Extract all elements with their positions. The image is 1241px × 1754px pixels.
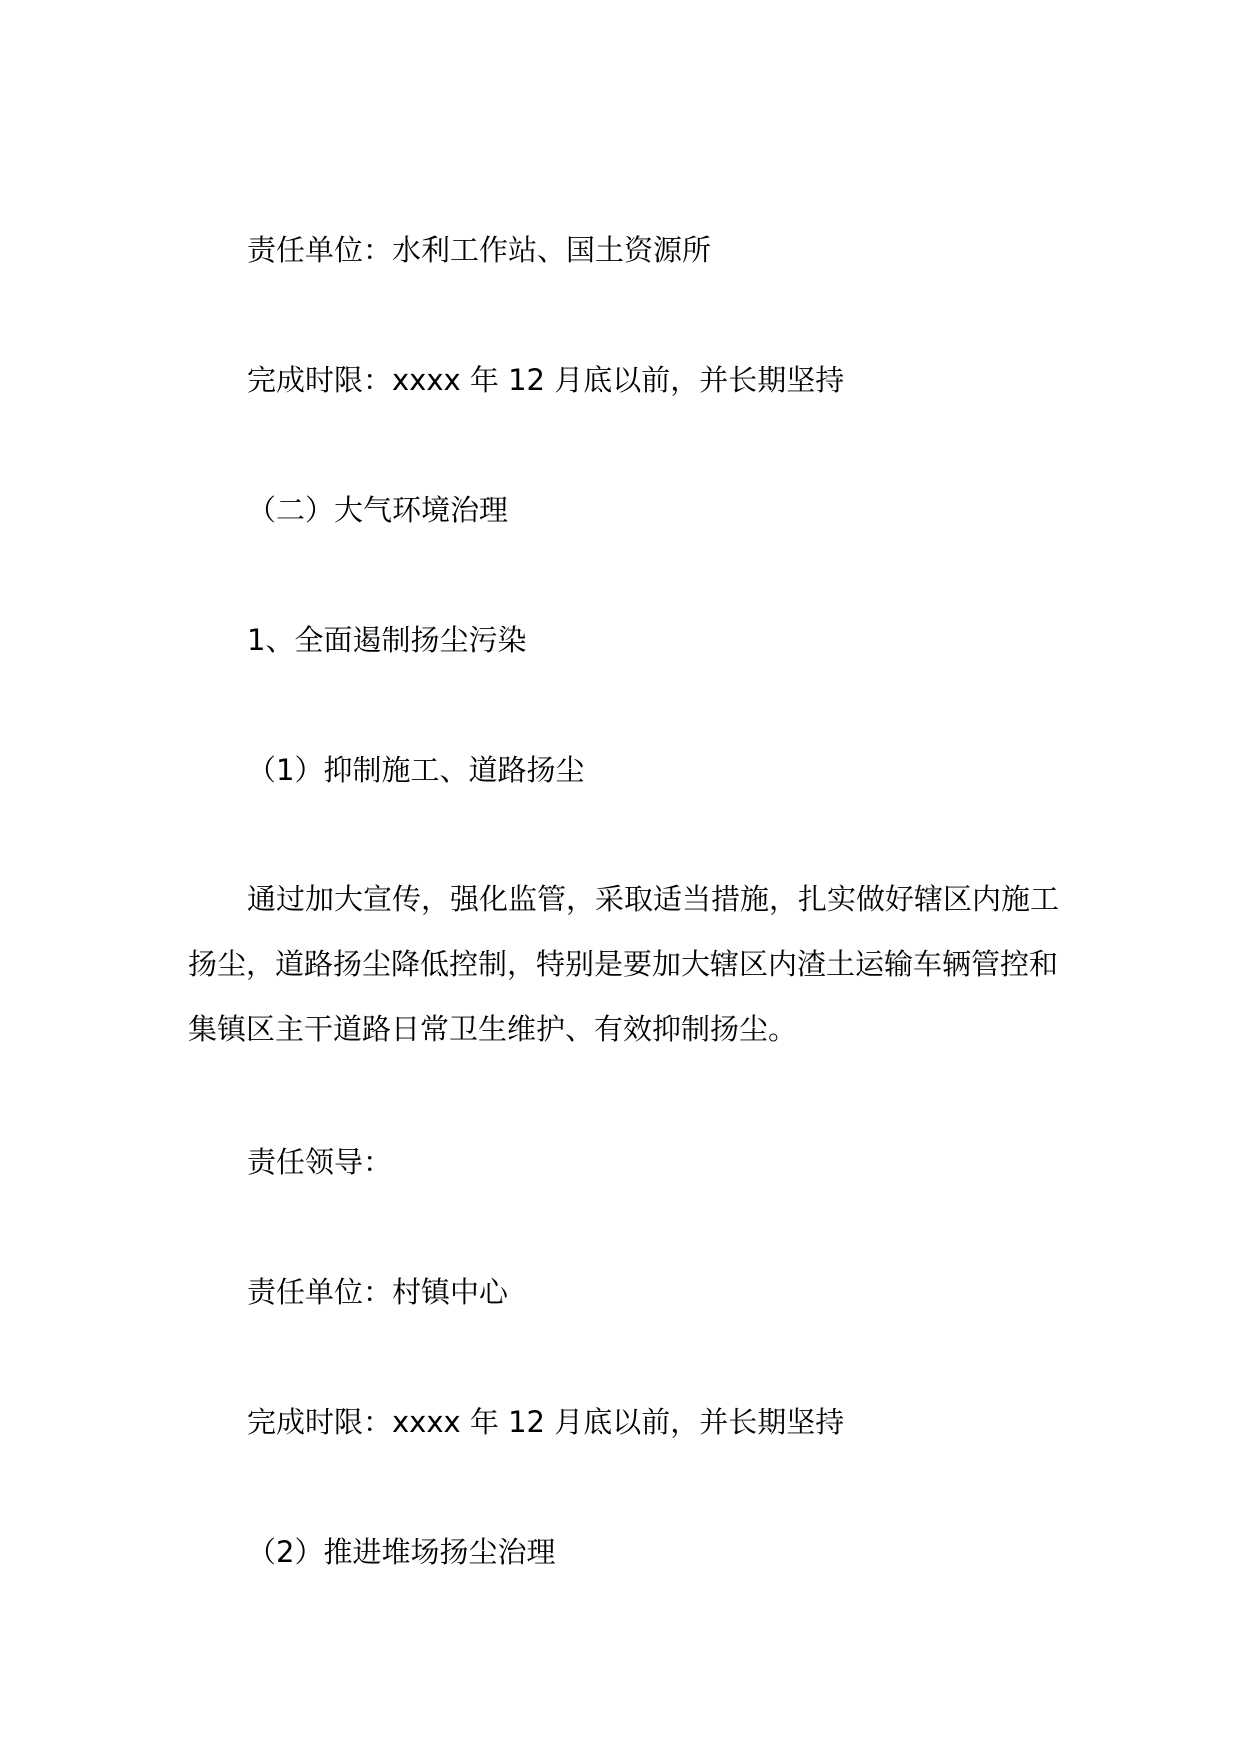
paragraph-line-2: 扬尘，道路扬尘降低控制，特别是要加大辖区内渣土运输车辆管控和 (188, 947, 1059, 981)
subitem-heading-1: （1）抑制施工、道路扬尘 (247, 753, 585, 787)
responsible-unit-line-2: 责任单位：村镇中心 (247, 1275, 509, 1309)
deadline-line-2: 完成时限：xxxx 年 12 月底以前，并长期坚持 (247, 1405, 845, 1439)
body-paragraph (188, 867, 1068, 1062)
item-heading-1: 1、全面遏制扬尘污染 (247, 623, 527, 657)
paragraph-line-3: 集镇区主干道路日常卫生维护、有效抑制扬尘。 (188, 1012, 798, 1046)
section-heading-air: （二）大气环境治理 (247, 493, 509, 527)
responsible-unit-line-1: 责任单位：水利工作站、国土资源所 (247, 233, 712, 267)
responsible-leader-line: 责任领导： (247, 1145, 393, 1179)
paragraph-line-1: 通过加大宣传，强化监管，采取适当措施，扎实做好辖区内施工 (247, 882, 1060, 916)
deadline-line-1: 完成时限：xxxx 年 12 月底以前，并长期坚持 (247, 363, 845, 397)
subitem-heading-2: （2）推进堆场扬尘治理 (247, 1535, 556, 1569)
